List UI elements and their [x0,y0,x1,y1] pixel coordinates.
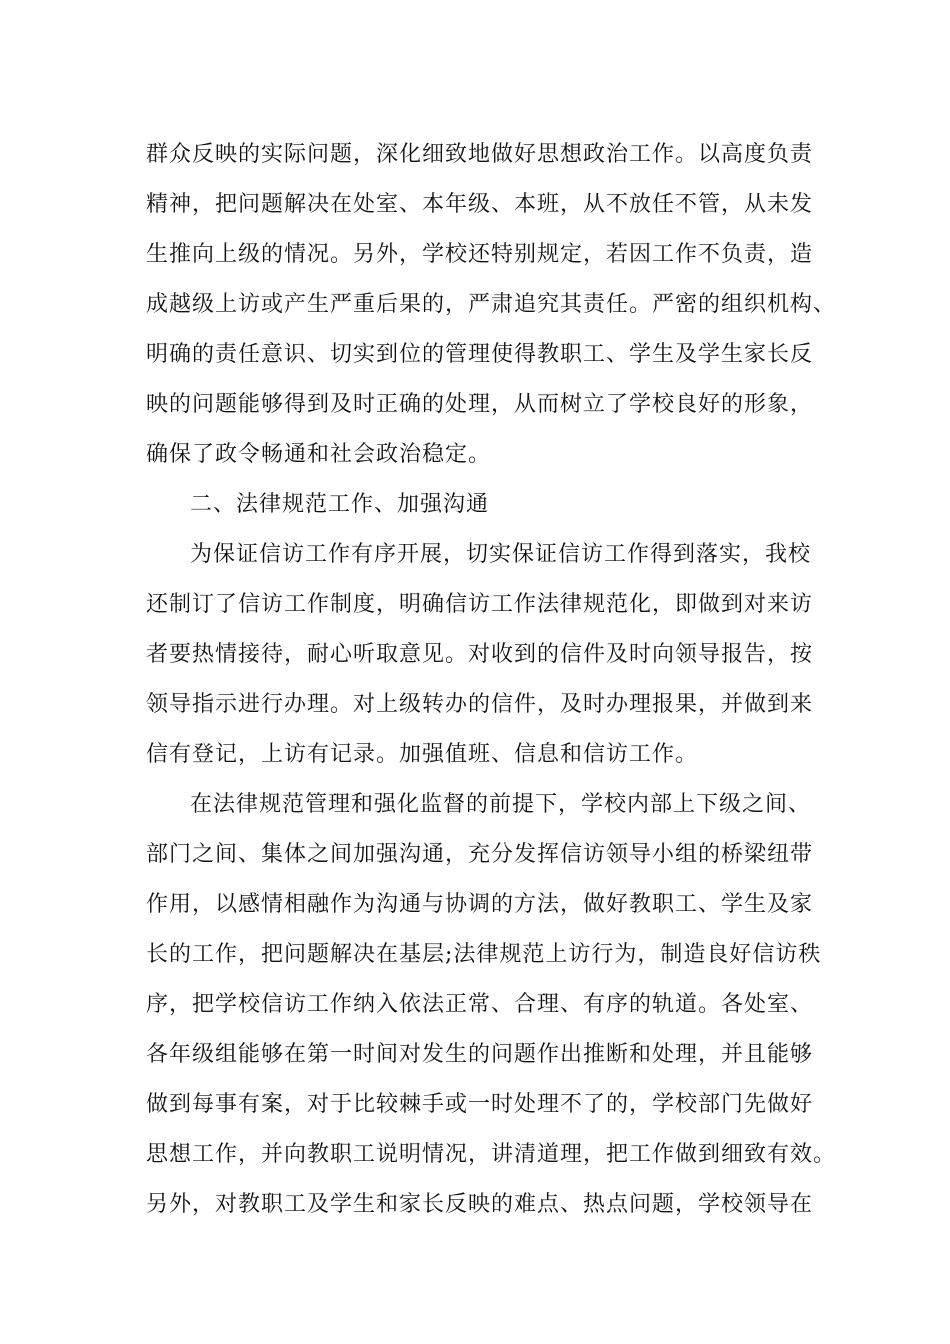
text-line: 确保了政令畅通和社会政治稳定。 [146,442,492,467]
text-line: 明确的责任意识、切实到位的管理使得教职工、学生及学生家长反 [146,342,814,367]
text-line: 精神，把问题解决在处室、本年级、本班，从不放任不管，从未发 [146,192,814,217]
text-line: 各年级组能够在第一时间对发生的问题作出推断和处理，并且能够 [146,1042,814,1067]
text-line: 另外，对教职工及学生和家长反映的难点、热点问题，学校领导在 [146,1192,814,1217]
text-line: 生推向上级的情况。另外，学校还特别规定，若因工作不负责，造 [146,242,814,267]
text-line: 思想工作，并向教职工说明情况，讲清道理，把工作做到细致有效。 [146,1142,837,1167]
text-line: 成越级上访或产生严重后果的，严肃追究其责任。严密的组织机构、 [146,292,837,317]
text-line: 信有登记，上访有记录。加强值班、信息和信访工作。 [146,742,699,767]
paragraph-first-line: 在法律规范管理和强化监督的前提下，学校内部上下级之间、 [190,792,812,817]
paragraph-first-line: 为保证信访工作有序开展，切实保证信访工作得到落实，我校 [190,542,812,567]
text-line: 部门之间、集体之间加强沟通，充分发挥信访领导小组的桥梁纽带 [146,842,814,867]
text-line: 做到每事有案，对于比较棘手或一时处理不了的，学校部门先做好 [146,1092,814,1117]
text-line: 作用，以感情相融作为沟通与协调的方法，做好教职工、学生及家 [146,892,814,917]
text-line: 领导指示进行办理。对上级转办的信件，及时办理报果，并做到来 [146,692,814,717]
section-heading: 二、法律规范工作、加强沟通 [190,492,490,517]
text-line: 群众反映的实际问题，深化细致地做好思想政治工作。以高度负责 [146,142,814,167]
text-line: 还制订了信访工作制度，明确信访工作法律规范化，即做到对来访 [146,592,814,617]
text-line: 长的工作，把问题解决在基层;法律规范上访行为，制造良好信访秩 [146,942,822,967]
text-line: 序，把学校信访工作纳入依法正常、合理、有序的轨道。各处室、 [146,992,814,1017]
text-line: 映的问题能够得到及时正确的处理，从而树立了学校良好的形象， [146,392,814,417]
text-line: 者要热情接待，耐心听取意见。对收到的信件及时向领导报告，按 [146,642,814,667]
body-text [146,130,846,1230]
